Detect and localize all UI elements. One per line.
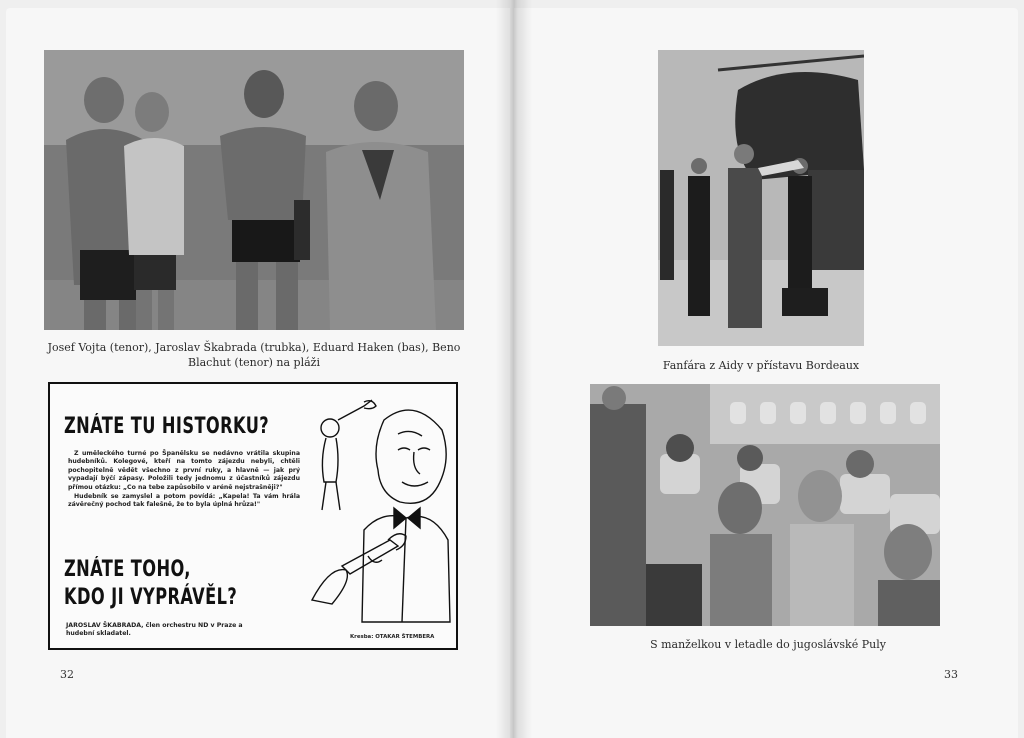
- beach-photo-caption: [44, 340, 464, 370]
- ad-author-line-2: hudební skladatel.: [66, 630, 131, 637]
- airplane-photo-caption: S manželkou v letadle do jugoslávské Puly: [650, 638, 886, 651]
- ad-author-line-1: JAROSLAV ŠKABRADA, člen orchestru ND v Praze a: [66, 622, 243, 629]
- ad-body-paragraph-1: Z uměleckého turné po Španělsku se nedávno vrátila skupina hudebníků. Kolegové, kteří na tomto zájezdu nebyli, chtěli pochopitelně vědět všechno z první ruky, a hlavně — jak prý vypadají býčí zápasy. Položili tedy jednomu z účastníků zájezdu přímou otázku: „Co na tebe zapůsobilo v aréně nejstrašněji?": [68, 450, 300, 491]
- trumpeter-caricature: [302, 390, 454, 630]
- ad-body-text: [68, 450, 300, 511]
- ad-author: [66, 622, 316, 638]
- airplane-cabin-photo: [590, 384, 940, 626]
- page-number-left: 32: [60, 668, 74, 681]
- bordeaux-photo-caption: Fanfára z Aidy v přístavu Bordeaux: [662, 359, 860, 372]
- page-number-right: 33: [944, 668, 958, 681]
- beach-photo: [44, 50, 464, 330]
- caption-line-1: Josef Vojta (tenor), Jaroslav Škabrada (trubka), Eduard Haken (bas), Beno: [47, 341, 461, 354]
- bordeaux-harbor-photo: [658, 50, 864, 346]
- ad-headline-teller: [64, 556, 237, 612]
- ad-body-paragraph-2: Hudebník se zamyslel a potom povídá: „Kapela! Ta vám hrála závěrečný pochod tak falešně, že to byla úplná hrůza!": [68, 493, 300, 509]
- ad-headline-teller-line-2: KDO JI VYPRÁVĚL?: [64, 585, 238, 610]
- newspaper-clipping: [48, 382, 458, 650]
- ad-headline-story: ZNÁTE TU HISTORKU?: [64, 414, 270, 439]
- book-gutter: [496, 0, 532, 738]
- ad-illustration-credit: Kresba: OTAKAR ŠTEMBERA: [350, 634, 435, 640]
- ad-headline-teller-line-1: ZNÁTE TOHO,: [64, 557, 191, 582]
- caption-line-2: Blachut (tenor) na pláži: [188, 356, 320, 369]
